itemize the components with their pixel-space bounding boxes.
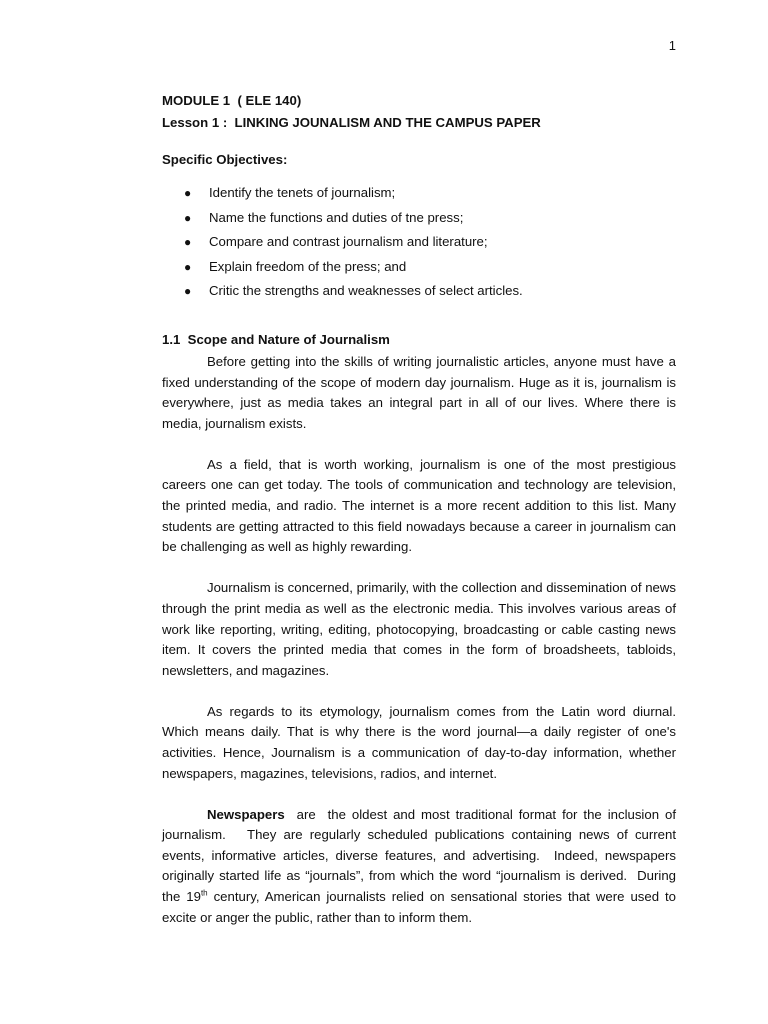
bullet-icon: ●: [184, 186, 192, 200]
bullet-icon: ●: [184, 235, 192, 249]
list-item: ● Identify the tenets of journalism;: [162, 181, 523, 206]
newspapers-paragraph: Newspapers are the oldest and most traditional format for the inclusion of journalism. They are regularly scheduled publications containing news of current events, informative articles, diverse features, and advertising. Indeed, newspapers originally started life as “journals”, from which the word “journalism is derived. During the 19th century, American journalists relied on sensational stories that were used to excite or anger the public, rather than to inform them.: [162, 806, 680, 925]
bullet-icon: ●: [184, 259, 192, 274]
ordinal-suffix: th: [200, 888, 208, 898]
list-item: ● Explain freedom of the press; and: [162, 255, 523, 280]
list-item: ● Compare and contrast journalism and literature;: [162, 230, 523, 255]
paragraph: As a field, that is worth working, journalism is one of the most prestigious careers one can get today. The tools of communication and technology are television, the printed media, and radio. The internet is a more recent addition to this list. Many students are getting attracted to this field nowadays because a career in journalism can be challenging as well as highly rewarding.: [162, 456, 676, 555]
paragraph: As regards to its etymology, journalism comes from the Latin word diurnal. Which means daily. That is why there is the word journal—a daily register of one's activities. Hence, Journalism is a communication of day-to-day information, whether newspapers, magazines, televisions, radios, and internet.: [162, 703, 676, 781]
document-header: [162, 90, 682, 134]
page-number: 1: [668, 38, 676, 53]
list-item: ● Name the functions and duties of tne press;: [162, 206, 523, 231]
paragraph: Journalism is concerned, primarily, with the collection and dissemination of news through the print media as well as the electronic media. This involves various areas of work like reporting, writing, editing, photocopying, broadcasting or cable casting news item. It covers the printed media that comes in the form of broadsheets, tabloids, newsletters, and magazines.: [162, 580, 676, 678]
bullet-icon: ●: [184, 210, 192, 225]
newspapers-term: Newspapers: [207, 806, 285, 822]
objectives-title: Specific Objectives:: [162, 152, 288, 167]
objective-list: [162, 181, 523, 304]
list-item: ● Critic the strengths and weaknesses of select articles.: [162, 279, 523, 304]
bullet-icon: ●: [184, 284, 192, 298]
section-title: 1.1 Scope and Nature of Journalism: [162, 332, 390, 347]
section-body: [162, 352, 680, 949]
module-title: MODULE 1 ( ELE 140): [162, 93, 302, 108]
lesson-title: Lesson 1 : LINKING JOUNALISM AND THE CAMPUS PAPER: [162, 115, 541, 130]
paragraph: Before getting into the skills of writing journalistic articles, anyone must have a fixed understanding of the scope of modern day journalism. Huge as it is, journalism is everywhere, just as media takes an integral part in all of our lives. Where there is media, journalism exists.: [162, 354, 676, 431]
